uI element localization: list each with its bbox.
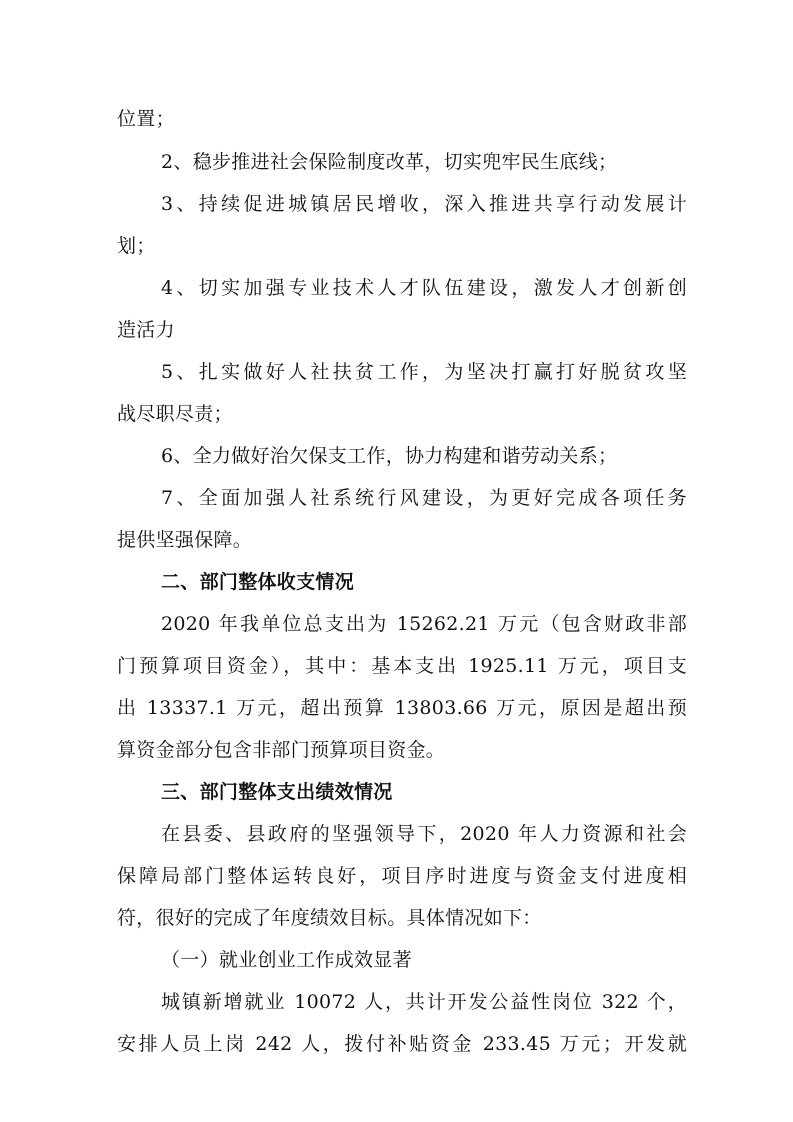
- list-item-3: 3、持续促进城镇居民增收，深入推进共享行动发展计: [161, 193, 687, 215]
- paragraph-line: 出 13337.1 万元，超出预算 13803.66 万元，原因是超出预: [117, 697, 687, 719]
- paragraph-line: 城镇新增就业 10072 人，共计开发公益性岗位 322 个，: [161, 991, 687, 1013]
- text-line: 提供坚强保障。: [117, 529, 253, 551]
- text-line: 战尽职尽责；: [117, 403, 233, 425]
- section-heading: 二、部门整体收支情况: [161, 571, 355, 593]
- list-item-4: 4、切实加强专业技术人才队伍建设，激发人才创新创: [161, 277, 687, 299]
- paragraph-line: 符，很好的完成了年度绩效目标。具体情况如下：: [117, 907, 542, 929]
- subsection-heading: （一）就业创业工作成效显著: [161, 949, 412, 971]
- paragraph-line: 保障局部门整体运转良好，项目序时进度与资金支付进度相: [117, 865, 687, 887]
- paragraph-line: 门预算项目资金），其中：基本支出 1925.11 万元，项目支: [117, 655, 687, 677]
- text-line: 位置；: [117, 108, 175, 130]
- text-line: 造活力: [117, 319, 175, 341]
- paragraph-line: 2020 年我单位总支出为 15262.21 万元（包含财政非部: [161, 613, 687, 635]
- list-item-6: 6、全力做好治欠保支工作，协力构建和谐劳动关系；: [161, 445, 618, 467]
- list-item-7: 7、全面加强人社系统行风建设，为更好完成各项任务: [161, 487, 687, 509]
- list-item-5: 5、扎实做好人社扶贫工作，为坚决打赢打好脱贫攻坚: [161, 361, 687, 383]
- section-heading: 三、部门整体支出绩效情况: [161, 781, 393, 803]
- paragraph-line: 安排人员上岗 242 人，拨付补贴资金 233.45 万元；开发就: [117, 1033, 687, 1055]
- text-line: 划；: [117, 235, 156, 257]
- list-item-2: 2、稳步推进社会保险制度改革，切实兜牢民生底线；: [161, 151, 618, 173]
- paragraph-line: 算资金部分包含非部门预算项目资金。: [117, 739, 446, 761]
- paragraph-line: 在县委、县政府的坚强领导下，2020 年人力资源和社会: [161, 823, 687, 845]
